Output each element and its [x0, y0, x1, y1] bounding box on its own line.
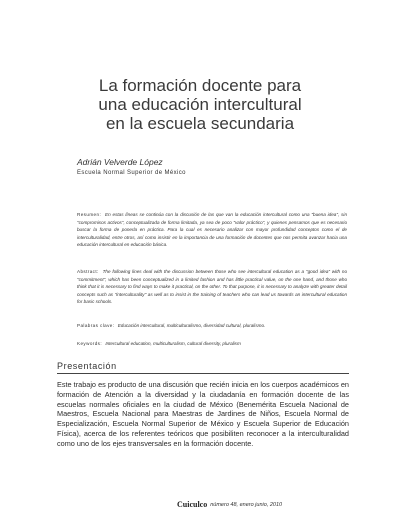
abstract-block [77, 268, 347, 306]
resumen-text: En estas líneas se continúa con la discusión de las que van la educación intercultural como una "buena idea", sin "compromisos activos", conceptualizada de forma limitada, ya sea de poco "valor práctico", y quienes pensamos que es necesario buscar la forma de ponerla en práctica. Para la cual es necesario analizar con mayor profundidad conceptos como el de interculturalidad, entre otros, así como insistir en la importancia de una formación de docentes que nos permita avanzar hacia una educación intercultural en educación básica. [77, 212, 348, 247]
issue-info: número 48, enero junio, 2010 [210, 501, 283, 508]
resumen-label: Resumen: [77, 212, 102, 217]
title-line-3: en la escuela secundaria [105, 114, 295, 133]
title-line-2: una educación intercultural [98, 95, 302, 114]
section-divider [57, 373, 349, 374]
journal-logo: Cuiculco [177, 500, 208, 509]
abstract-text: The following lines deal with the discussion between those who see intercultural education as a "good idea" with no "commitment", which has been conceptualized in a limited fashion and has little practical value, on the one hand, and those who think that it is necessary to find ways to make it practical, on the other. To that purpose, it is necessary to analyze with greater detail concepts such as "interculturality" as well as to insist in the training of teachers who can lead us towards an intercultural education for basic schools. [77, 269, 348, 304]
section-heading: Presentación [57, 361, 117, 371]
palabras-clave-block [77, 322, 347, 330]
palabras-clave-label: Palabras clave: [77, 323, 115, 328]
resumen-block [77, 211, 347, 249]
abstract-label: Abstract: [77, 269, 99, 274]
body-paragraph: Este trabajo es producto de una discusión que recién inicia en los cuerpos académicos en formación de Atención a la diversidad y la ciudadanía en formación docente de las escuelas normales oficiales en la ciudad de México (Benemérita Escuela Nacional de Maestros, Escuela Nacional para Maestras de Jardines de Niños, Escuela Normal de Especialización, Escuela Normal Superior de México y Escuela Superior de Educación Física), acerca de los referentes teóricos que posibiliten reconocer a la interculturalidad como uno de los ejes transversales en la formación docente. [57, 380, 349, 448]
author-affiliation: Escuela Normal Superior de México [77, 170, 186, 176]
page-footer [177, 500, 282, 509]
keywords-label: Keywords: [77, 341, 103, 346]
keywords-block [77, 340, 347, 348]
keywords-text: Intercultural education, multiculturalism, cultural diversity, pluralism [105, 341, 241, 346]
palabras-clave-text: Educación intercultural, multiculturalismo, diversidad cultural, pluralismo. [117, 323, 266, 328]
author-name: Adrián Velverde López [77, 157, 163, 167]
title-line-1: La formación docente para [98, 76, 302, 95]
article-title [60, 76, 340, 133]
